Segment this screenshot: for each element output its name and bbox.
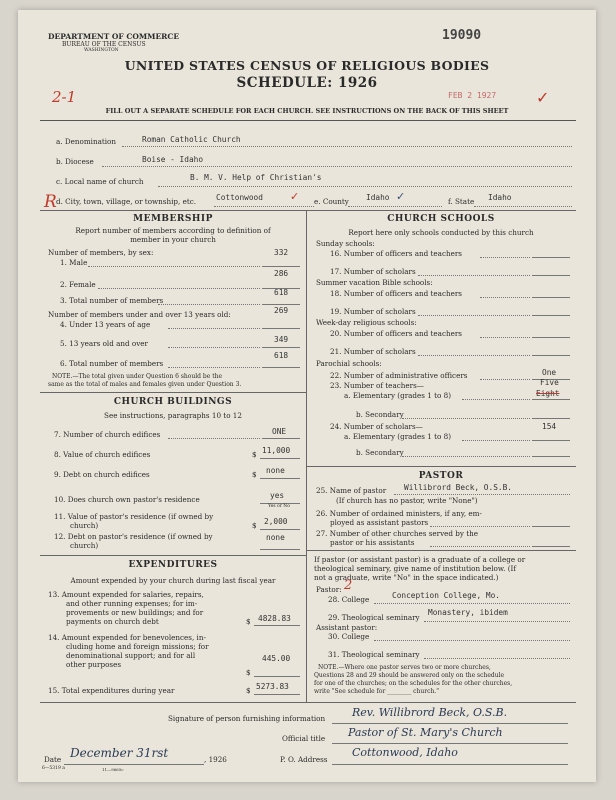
q15-label: 15. Total expenditures during year: [48, 686, 175, 695]
q13-label-1: 13. Amount expended for salaries, repairs,: [48, 590, 204, 599]
red-check-icon: ✓: [290, 190, 300, 203]
form-schedule-year: SCHEDULE: 1926: [236, 75, 378, 91]
q14-label-2: cluding home and foreign missions; for: [66, 642, 209, 651]
pastor-note-2: Questions 28 and 29 should be answered only on the schedule: [314, 672, 505, 679]
fill-out-instruction: FILL OUT A SEPARATE SCHEDULE FOR EACH CHURCH. SEE INSTRUCTIONS ON THE BACK OF THIS SHEET: [105, 107, 509, 115]
q14-label-4: other purposes: [66, 660, 122, 669]
red-r-mark: R: [44, 192, 57, 212]
pastor-heading: PASTOR: [418, 471, 464, 481]
q23a-elementary-value: Eight: [536, 389, 560, 398]
print-number: 11—9665c: [102, 767, 124, 772]
q9-debt-value: none: [266, 466, 285, 475]
weekday-schools-label: Week-day religious schools:: [316, 318, 417, 327]
serial-number: 19090: [442, 28, 482, 43]
expenditures-subheading: Amount expended by your church during last fiscal year: [70, 576, 276, 585]
membership-note-2: same as the total of males and females given under Question 3.: [48, 381, 242, 388]
members-by-age-label: Number of members under and over 13 years old:: [48, 310, 231, 319]
q18-label: 18. Number of officers and teachers: [330, 289, 462, 298]
buildings-heading: CHURCH BUILDINGS: [113, 397, 233, 407]
state-value: Idaho: [488, 193, 512, 202]
q5-over13-value: 349: [274, 335, 289, 344]
q26-label-2: ployed as assistant pastors: [330, 518, 429, 527]
q14-label-3: denominational support; and for all: [66, 651, 196, 660]
q23a-label: a. Elementary (grades 1 to 8): [344, 391, 451, 400]
q5-label: 5. 13 years old and over: [60, 339, 148, 348]
q26-label-1: 26. Number of ordained ministers, if any, em-: [316, 509, 482, 518]
q23-label: 23. Number of teachers—: [330, 381, 424, 390]
membership-heading: MEMBERSHIP: [133, 214, 213, 224]
red-pencil-mark: 2-1: [52, 88, 77, 106]
q28-label: 28. College: [328, 595, 370, 604]
red-check-icon: ✓: [536, 88, 550, 107]
census-schedule-sheet: DEPARTMENT OF COMMERCE BUREAU OF THE CENSUS WASHINGTON 19090 UNITED STATES CENSUS OF RELIGIOUS BODIES SCHEDULE: 1926 2-1 FEB 2 1927 ✓ FILL OUT A SEPARATE SCHEDULE FOR EACH CHURCH. SEE INSTRUCTIONS ON THE BACK OF THIS SHEET a. Denomination Roman Catholic Church b. Diocese Boise - Idaho c. Local name of church B. M. V. Help of Christian's R d. City, town, village, or township, etc. Cottonwood ✓ e. County Idaho ✓ f. State Idaho MEMBERSHIP Report number of members according to definition of member in your church Number of members, by sex: 1. Male 332 2. Female 286 3. Total number of members 618 Number of members under and over 13 years old: 269 4. Under 13 years of age 5. 13 years old and over 349 618 6. Total number of members NOTE.—The total given under Question 6 should be the same as the total of males and females given under Question 3. CHURCH BUILDINGS See instructions, paragraphs 10 to 12 7. Number of church edifices ONE 8. Value of church edifices $ 11,000 9. Debt on church edifices $ none 10. Does church own pastor's residence yes Yes or No 11. Value of pastor's residence (if owned by church) $ 2,000 12. Debt on pastor's residence (if owned by church) none EXPENDITURES Amount expended by your church during last fiscal year 13. Amount expended for salaries, repairs, and other running expenses; for im- provements or new buildings; and for payments on church debt $ 4828.83 14. Amount expended for benevolences, in- cluding home and foreign missions; for denominational support; and for all other purposes 445.00 $ 15. Total expenditures during year $ 5273.83 CHURCH SCHOOLS Report here only schools conducted by this church Sunday schools: 16. Number of officers and teachers 17. Number of scholars Summer vacation Bible schools: 18. Number of officers and teachers 19. Number of scholars Week-day religious schools: 20. Number of officers and teachers 21. Number of scholars Parochial schools: 22. Number of administrative officers One 23. Number of teachers— Five a. Elementary (grades 1 to 8) Eight b. Secondary 24. Number of scholars— a. Elementary (grades 1 to 8) 154 b. Secondary PASTOR 25. Name of pastor Willibrord Beck, O.S.B. (If church has no pastor, write "None") 26. Number of ordained ministers, if any, em- ployed as assistant pastors 27. Number of other churches served by the pastor or his assistants If pastor (or assistant pastor) is a graduate of a college or theological seminary, give name of institution below. (If not a graduate, write "No" in the space indicated.) Pastor: 2 28. College Conception College, Mo. 29. Theological seminary Monastery, ibidem Assistant pastor: 30. College 31. Theological seminary NOTE.—Where one pastor serves two or more churches, Questions 28 and 29 should be answered only on the schedule for one of the churches; on the schedules for the other churches, write "See schedule for ________ church." Signature of person furnishing information Rev. Willibrord Beck, O.S.B. Official title Pastor of St. Mary's Church Date December 31rst , 1926 P. O. Address Cottonwood, Idaho 6—5319 a 11—9665c: [18, 10, 596, 782]
q2-female-value: 286: [274, 269, 289, 278]
q8-label: 8. Value of church edifices: [54, 450, 151, 459]
q21-label: 21. Number of scholars: [330, 347, 416, 356]
members-by-sex-label: Number of members, by sex:: [48, 248, 154, 257]
city-town-value: Cottonwood: [216, 193, 263, 202]
diocese-value: Boise - Idaho: [142, 155, 204, 164]
red-pencil-mark: 2: [344, 578, 353, 593]
po-address-label: P. O. Address: [280, 755, 328, 764]
graduate-instruction-3: not a graduate, write "No" in the space indicated.): [314, 573, 499, 582]
q25-label: 25. Name of pastor: [316, 486, 387, 495]
local-name-label: c. Local name of church: [56, 177, 144, 186]
yes-no-hint: Yes or No: [268, 504, 290, 509]
q6-total-value: 618: [274, 351, 289, 360]
q11-residence-value-value: 2,000: [264, 517, 288, 526]
q12-debt-value: none: [266, 533, 285, 542]
q12-label: 12. Debt on pastor's residence (if owned by: [54, 532, 213, 541]
membership-note: NOTE.—The total given under Question 6 should be the: [52, 373, 223, 380]
form-title: UNITED STATES CENSUS OF RELIGIOUS BODIES: [124, 58, 490, 73]
q2-label: 2. Female: [60, 280, 96, 289]
q14-amount-value: 445.00: [262, 654, 291, 663]
state-label: f. State: [448, 197, 475, 206]
pastor-note-1: NOTE.—Where one pastor serves two or more churches,: [318, 664, 491, 671]
q27-label-1: 27. Number of other churches served by the: [316, 529, 479, 538]
q8-value-value: 11,000: [262, 446, 291, 455]
q9-label: 9. Debt on church edifices: [54, 470, 150, 479]
q10-residence-value: yes: [270, 491, 285, 500]
q25-pastor-name-value: Willibrord Beck, O.S.B.: [404, 483, 512, 492]
q24a-elementary-value: 154: [542, 422, 557, 431]
buildings-subheading: See instructions, paragraphs 10 to 12: [104, 411, 242, 420]
local-name-value: B. M. V. Help of Christian's: [190, 173, 322, 182]
q7-label: 7. Number of church edifices: [54, 430, 161, 439]
county-label: e. County: [314, 197, 349, 206]
q4-under13-value: 269: [274, 306, 289, 315]
received-date-stamp: FEB 2 1927: [448, 91, 497, 100]
pastor-note-3: for one of the churches; on the schedules for the other churches,: [314, 680, 513, 687]
sunday-schools-label: Sunday schools:: [316, 239, 375, 248]
q24a-label: a. Elementary (grades 1 to 8): [344, 432, 451, 441]
q23-teachers-value: Five: [540, 378, 559, 387]
official-title-value: Pastor of St. Mary's Church: [348, 726, 503, 739]
q17-label: 17. Number of scholars: [330, 267, 416, 276]
membership-subheading: Report number of members according to definition of: [75, 226, 271, 235]
expenditures-heading: EXPENDITURES: [128, 560, 218, 570]
signature-label: Signature of person furnishing information: [168, 714, 326, 723]
county-value: Idaho: [366, 193, 390, 202]
city-label: WASHINGTON: [84, 48, 119, 53]
diocese-label: b. Diocese: [56, 157, 94, 166]
graduate-instruction-1: If pastor (or assistant pastor) is a graduate of a college or: [314, 555, 526, 564]
signature-value: Rev. Willibrord Beck, O.S.B.: [352, 706, 508, 719]
city-town-label: d. City, town, village, or township, etc.: [56, 197, 197, 206]
date-label: Date: [44, 755, 62, 764]
q13-label-4: payments on church debt: [66, 617, 159, 626]
q16-label: 16. Number of officers and teachers: [330, 249, 462, 258]
q11-label: 11. Value of pastor's residence (if owned by: [54, 512, 214, 521]
schools-subheading: Report here only schools conducted by this church: [348, 228, 534, 237]
q31-label: 31. Theological seminary: [328, 650, 420, 659]
q10-label: 10. Does church own pastor's residence: [54, 495, 200, 504]
q15-total-value: 5273.83: [256, 682, 289, 691]
denomination-value: Roman Catholic Church: [142, 135, 241, 144]
column-divider: [306, 210, 307, 702]
q6-label: 6. Total number of members: [60, 359, 164, 368]
q1-label: 1. Male: [60, 258, 88, 267]
q14-label-1: 14. Amount expended for benevolences, in-: [48, 633, 206, 642]
official-title-label: Official title: [282, 734, 326, 743]
q1-male-value: 332: [274, 248, 289, 257]
q29-label: 29. Theological seminary: [328, 613, 420, 622]
pastor-subheading: Pastor:: [316, 585, 342, 594]
graduate-instruction-2: theological seminary, give name of institution below. (If: [314, 564, 517, 573]
department-label: DEPARTMENT OF COMMERCE: [48, 32, 180, 41]
po-address-value: Cottonwood, Idaho: [352, 746, 458, 759]
q24b-label: b. Secondary: [356, 448, 404, 457]
assistant-pastor-subheading: Assistant pastor:: [316, 623, 378, 632]
membership-subheading-2: member in your church: [130, 235, 216, 244]
parochial-schools-label: Parochial schools:: [316, 359, 382, 368]
q3-label: 3. Total number of members: [60, 296, 164, 305]
q11-label-2: church): [70, 521, 99, 530]
q19-label: 19. Number of scholars: [330, 307, 416, 316]
date-year: , 1926: [204, 755, 227, 764]
header-rule: [40, 120, 576, 121]
blue-check-icon: ✓: [396, 190, 406, 203]
bureau-label: BUREAU OF THE CENSUS: [62, 41, 146, 48]
denomination-label: a. Denomination: [56, 137, 116, 146]
q24-label: 24. Number of scholars—: [330, 422, 423, 431]
date-value: December 31rst: [70, 746, 169, 760]
q22-officers-value: One: [542, 368, 557, 377]
q3-total-value: 618: [274, 288, 289, 297]
form-number: 6—5319 a: [42, 766, 65, 771]
q12-label-2: church): [70, 541, 99, 550]
q25-hint: (If church has no pastor, write "None"): [336, 496, 478, 505]
q7-edifices-value: ONE: [272, 427, 287, 436]
q4-label: 4. Under 13 years of age: [60, 320, 151, 329]
q22-label: 22. Number of administrative officers: [330, 371, 468, 380]
q29-seminary-value: Monastery, ibidem: [428, 608, 508, 617]
q23b-label: b. Secondary: [356, 410, 404, 419]
q30-label: 30. College: [328, 632, 370, 641]
pastor-note-4: write "See schedule for ________ church.": [314, 688, 439, 695]
summer-schools-label: Summer vacation Bible schools:: [316, 278, 433, 287]
q13-label-3: provements or new buildings; and for: [66, 608, 204, 617]
q13-amount-value: 4828.83: [258, 614, 291, 623]
q13-label-2: and other running expenses; for im-: [66, 599, 198, 608]
schools-heading: CHURCH SCHOOLS: [387, 214, 495, 224]
q27-label-2: pastor or his assistants: [330, 538, 415, 547]
q28-college-value: Conception College, Mo.: [392, 591, 500, 600]
q20-label: 20. Number of officers and teachers: [330, 329, 462, 338]
